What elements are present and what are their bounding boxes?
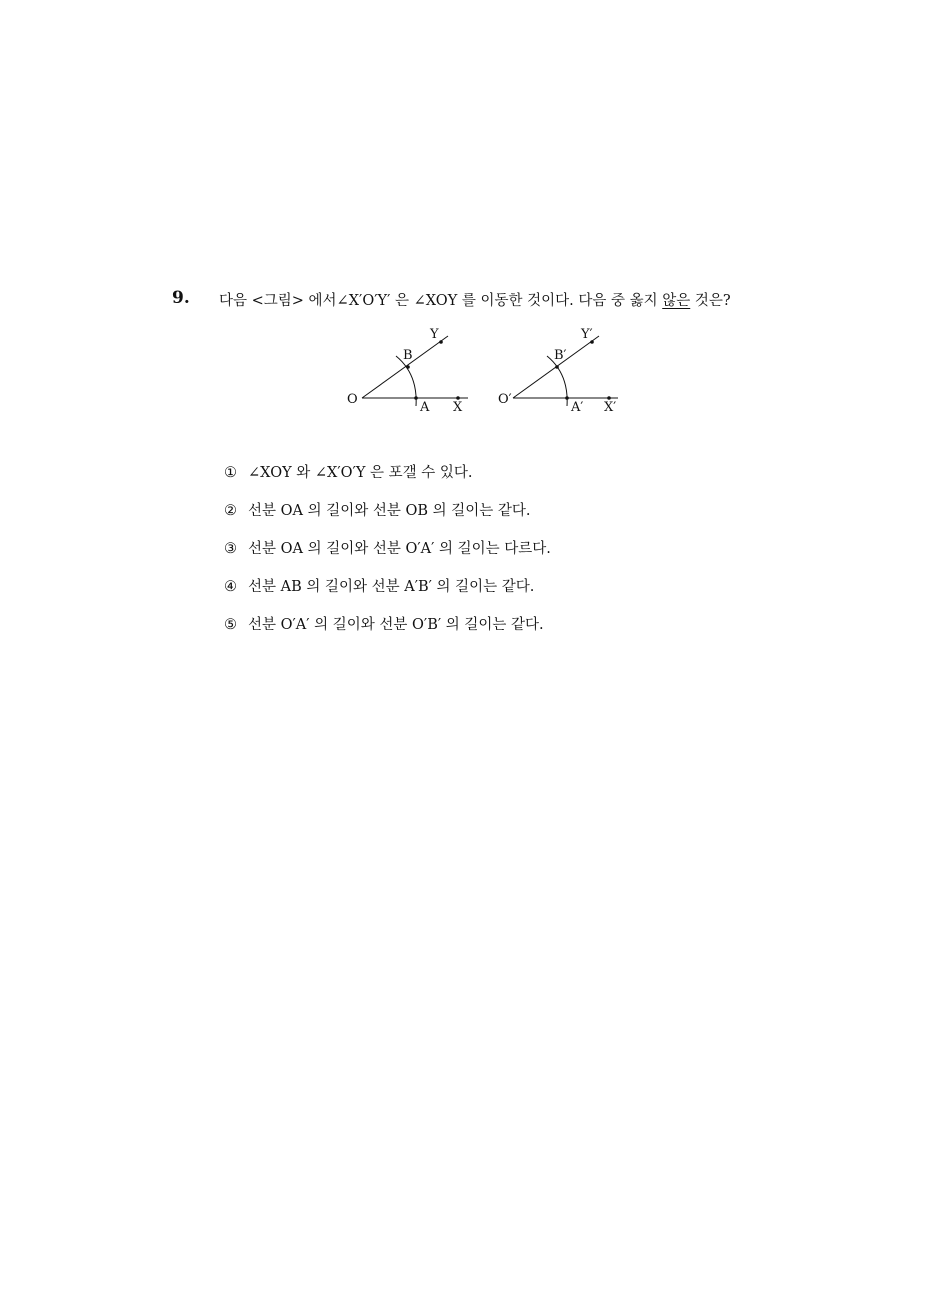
choice-marker: ③: [224, 541, 237, 557]
right-label-x: X′: [604, 400, 617, 415]
right-label-a: A′: [571, 400, 584, 415]
question-text-after: 것은?: [690, 293, 731, 309]
left-point-a: [414, 396, 418, 400]
right-angle-diagram: [498, 327, 618, 415]
choice-text: 선분 OA 의 길이와 선분 O′A′ 의 길이는 다르다.: [248, 541, 551, 557]
right-label-y: Y′: [581, 327, 593, 342]
choice-marker: ④: [224, 579, 237, 595]
choice-text: ∠XOY 와 ∠X′O′Y 은 포갤 수 있다.: [248, 465, 473, 481]
choice-text: 선분 AB 의 길이와 선분 A′B′ 의 길이는 같다.: [248, 579, 535, 595]
choice-text: 선분 OA 의 길이와 선분 OB 의 길이는 같다.: [248, 503, 531, 519]
left-label-o: O: [347, 392, 358, 407]
question-text: [219, 289, 731, 310]
choice-marker: ⑤: [224, 617, 237, 633]
choice-1[interactable]: [224, 460, 551, 498]
choice-2[interactable]: [224, 498, 551, 536]
choice-marker: ①: [224, 465, 237, 481]
question-text-before: 다음 <그림> 에서∠X′O′Y′ 은 ∠XOY 를 이동한 것이다. 다음 중 옳지: [219, 293, 663, 309]
left-label-y: Y: [430, 327, 439, 342]
left-angle-diagram: [347, 327, 468, 415]
choice-4[interactable]: [224, 574, 551, 612]
left-label-b: B: [403, 348, 413, 363]
left-ray-oy: [362, 336, 448, 398]
angle-figure: [340, 322, 640, 422]
question-text-underlined: 않은: [662, 293, 691, 309]
answer-choices: [224, 460, 551, 650]
right-label-b: B′: [554, 348, 567, 363]
choice-text: 선분 O′A′ 의 길이와 선분 O′B′ 의 길이는 같다.: [248, 617, 544, 633]
right-label-o: O′: [498, 392, 512, 407]
choice-5[interactable]: [224, 612, 551, 650]
left-label-x: X: [453, 400, 463, 415]
choice-marker: ②: [224, 503, 237, 519]
choice-3[interactable]: [224, 536, 551, 574]
left-label-a: A: [420, 400, 430, 415]
left-point-b: [406, 365, 410, 369]
question-number: 9.: [172, 288, 190, 308]
right-point-b: [555, 365, 559, 369]
right-point-a: [565, 396, 569, 400]
left-point-y: [439, 340, 443, 344]
